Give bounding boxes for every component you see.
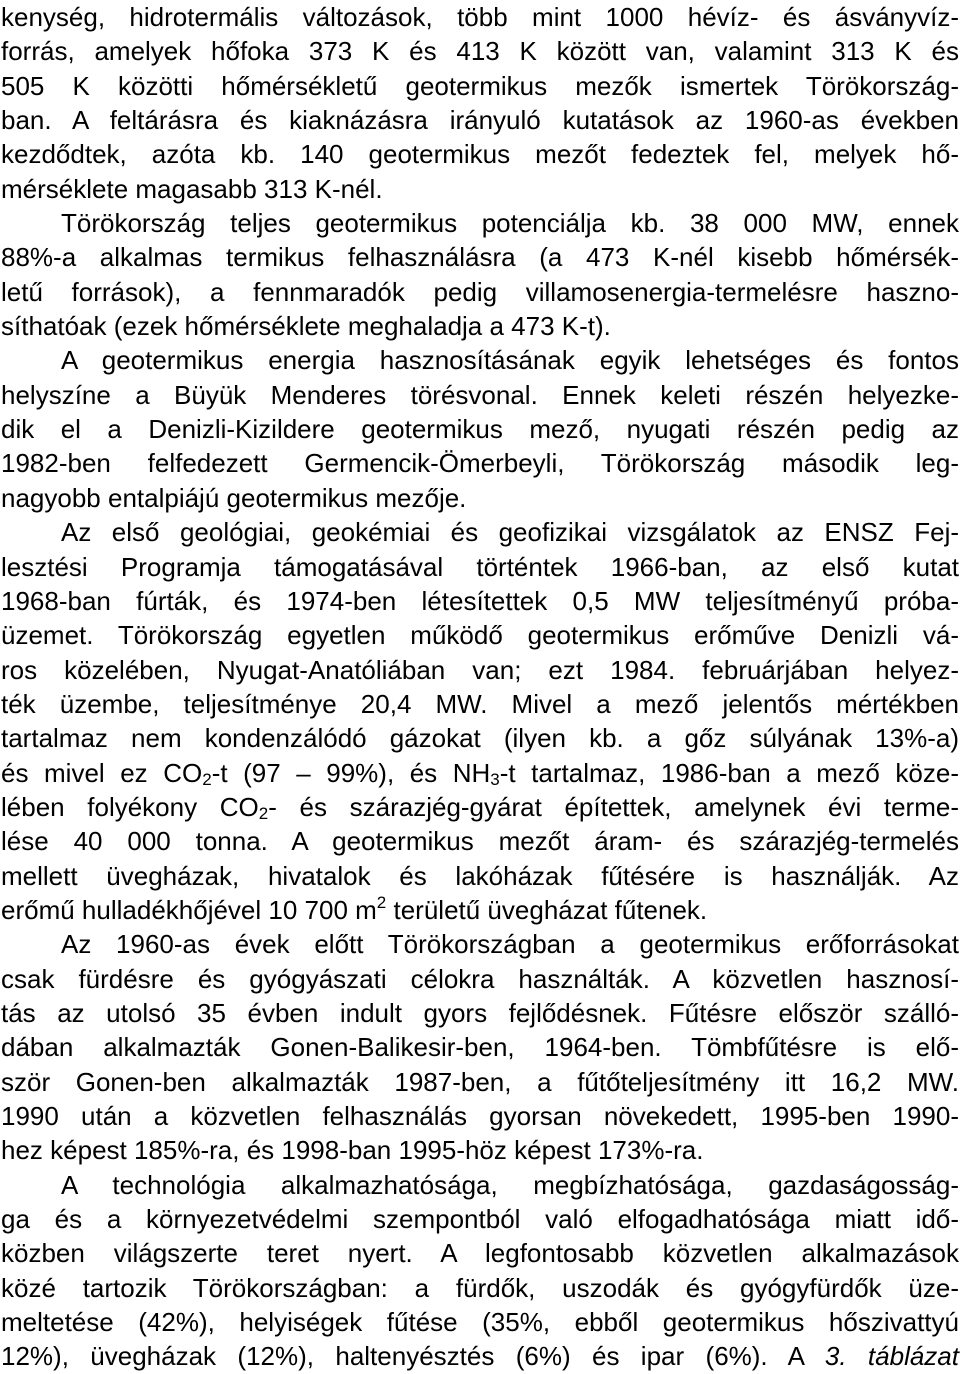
paragraph-start-line: A geotermikus energia hasznosításának egyik lehetséges és fontos bbox=[61, 345, 959, 376]
last-line bbox=[1, 1339, 959, 1373]
area-line bbox=[1, 893, 959, 927]
text-line: mellett üvegházak, hivatalok és lakóházak fűtésére is használják. Az bbox=[1, 860, 959, 891]
text-line: 1968-ban fúrták, és 1974-ben létesítettek 0,5 MW teljesítményű próba- bbox=[1, 585, 959, 616]
formula-text: lében folyékony CO bbox=[1, 791, 259, 822]
text-line: lése 40 000 tonna. A geotermikus mezőt áram- és szárazjég-termelés bbox=[1, 826, 959, 857]
paragraph-start-line: A technológia alkalmazhatósága, megbízhatósága, gazdaságosság- bbox=[61, 1169, 959, 1200]
text-line: csak fürdésre és gyógyászati célokra használták. A közvetlen hasznosí- bbox=[1, 963, 959, 994]
text-line: 505 K közötti hőmérsékletű geotermikus mezők ismertek Törökország- bbox=[1, 70, 959, 101]
text-line: meltetése (42%), helyiségek fűtése (35%, ebből geotermikus hőszivattyú bbox=[1, 1307, 959, 1338]
text-line: 88%-a alkalmas termikus felhasználásra (a 473 K-nél kisebb hőmérsék- bbox=[1, 242, 959, 273]
last-line-text: 12%), üvegházak (12%), haltenyésztés (6%) és ipar (6%). A bbox=[1, 1341, 825, 1372]
subscript: 2 bbox=[202, 769, 212, 789]
text-line: ban. A feltárásra és kiaknázásra irányuló kutatások az 1960-as években bbox=[1, 105, 959, 136]
subscript: 2 bbox=[258, 803, 269, 823]
text-line: helyszíne a Büyük Menderes törésvonal. Ennek keleti részén helyezke- bbox=[1, 379, 959, 410]
formula-text: és mivel ez CO bbox=[1, 757, 203, 788]
text-line: közben világszerte teret nyert. A legfontosabb közvetlen alkalmazások bbox=[1, 1238, 959, 1269]
table-reference: 3. táblázat bbox=[824, 1341, 959, 1372]
text-line: közé tartozik Törökországban: a fürdők, uszodák és gyógyfürdők üze- bbox=[1, 1272, 959, 1303]
text-line: dában alkalmazták Gonen-Balikesir-ben, 1964-ben. Tömbfűtésre is elő- bbox=[1, 1032, 959, 1063]
text-line: síthatóak (ezek hőmérséklete meghaladja a 473 K-t). bbox=[1, 311, 611, 342]
text-line: 1982-ben felfedezett Germencik-Ömerbeyli, Törökország második leg- bbox=[1, 448, 959, 479]
text-line: dik el a Denizli-Kizildere geotermikus mező, nyugati részén pedig az bbox=[1, 414, 959, 445]
superscript: 2 bbox=[376, 892, 387, 912]
text-line: ször Gonen-ben alkalmazták 1987-ben, a fűtőteljesítmény itt 16,2 MW. bbox=[1, 1066, 959, 1097]
text-line: kezdődtek, azóta kb. 140 geotermikus mezőt fedeztek fel, melyek hő- bbox=[1, 139, 959, 170]
text-line: mérséklete magasabb 313 K-nél. bbox=[1, 173, 383, 204]
paragraph-start-line: Az első geológiai, geokémiai és geofizikai vizsgálatok az ENSZ Fej- bbox=[61, 517, 959, 548]
text-line: 1990 után a közvetlen felhasználás gyorsan növekedett, 1995-ben 1990- bbox=[1, 1101, 959, 1131]
text-line: kenység, hidrotermális változások, több mint 1000 hévíz- és ásványvíz- bbox=[1, 2, 959, 32]
text-line: lesztési Programja támogatásával történtek 1966-ban, az első kutat bbox=[1, 551, 959, 582]
text-line: forrás, amelyek hőfoka 373 K és 413 K között van, valamint 313 K és bbox=[1, 36, 959, 67]
document-page bbox=[1, 0, 959, 1374]
text-line: ga és a környezetvédelmi szempontból való elfogadhatósága miatt idő- bbox=[1, 1204, 959, 1235]
text-line: letű források), a fennmaradók pedig villamosenergia-termelésre haszno- bbox=[1, 276, 959, 307]
formula-text: - és szárazjég-gyárat építettek, amelynek évi terme- bbox=[268, 791, 959, 822]
subscript: 3 bbox=[490, 769, 500, 789]
text-line: hez képest 185%-ra, és 1998-ban 1995-höz képest 173%-ra. bbox=[1, 1135, 704, 1166]
formula-line-co2 bbox=[1, 790, 959, 824]
paragraph-start-line: Az 1960-as évek előtt Törökországban a geotermikus erőforrásokat bbox=[61, 929, 959, 960]
text-line: ros közelében, Nyugat-Anatóliában van; ezt 1984. februárjában helyez- bbox=[1, 654, 959, 685]
area-text: erőmű hulladékhőjével 10 700 m bbox=[1, 894, 377, 925]
formula-line-co2-nh3 bbox=[1, 756, 959, 790]
area-text: területű üvegházat fűtenek. bbox=[386, 894, 708, 925]
paragraph-start-line: Törökország teljes geotermikus potenciálja kb. 38 000 MW, ennek bbox=[61, 208, 959, 239]
text-line: tás az utolsó 35 évben indult gyors fejlődésnek. Fűtésre először szálló- bbox=[1, 997, 959, 1028]
formula-text: -t tartalmaz, 1986-ban a mező köze- bbox=[499, 757, 959, 788]
formula-text: -t (97 – 99%), és NH bbox=[211, 757, 491, 788]
text-line: tartalmaz nem kondenzálódó gázokat (ilyen kb. a gőz súlyának 13%-a) bbox=[1, 723, 959, 754]
text-line: ték üzembe, teljesítménye 20,4 MW. Mivel a mező jelentős mértékben bbox=[1, 688, 959, 719]
text-line: nagyobb entalpiájú geotermikus mezője. bbox=[1, 482, 467, 513]
text-line: üzemet. Törökország egyetlen működő geotermikus erőműve Denizli vá- bbox=[1, 620, 959, 651]
